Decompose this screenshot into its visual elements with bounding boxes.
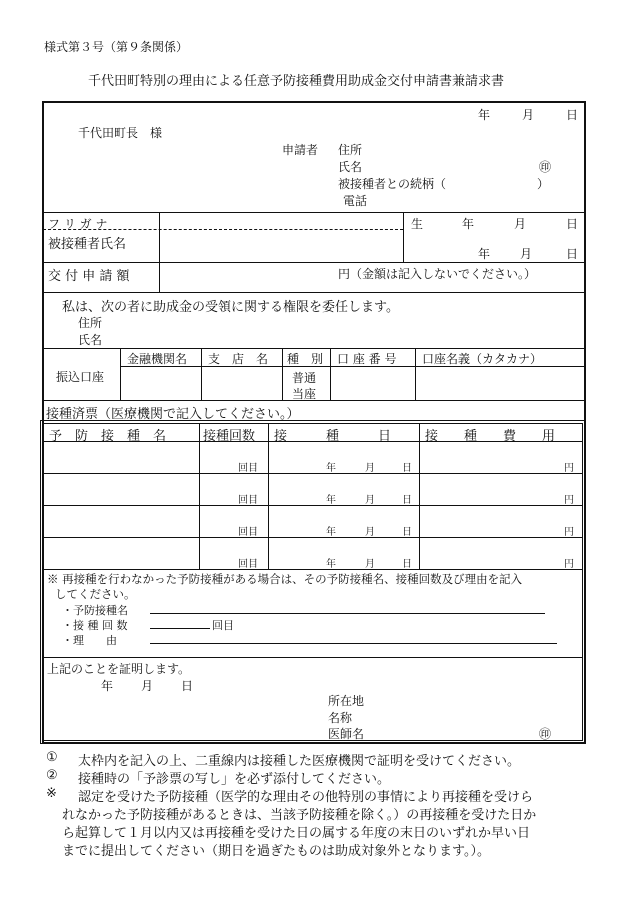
note-text-1: 太枠内を記入の上、二重線内は接種した医療機関で証明を受けてください。 [78,754,521,769]
cert-seal: ㊞ [539,727,552,741]
cert-month: 月 [141,679,154,693]
patient-name-label: 被接種者氏名 [48,237,127,252]
applicant-name-label[interactable]: 氏名 [338,160,363,174]
birth-year-2: 年 [478,247,491,261]
reinoc-reason-field[interactable] [150,643,557,644]
vac-header-name: 予 防 接 種 名 [49,429,167,444]
vac-header-date: 接 種 日 [274,429,392,444]
note-continuation-3: までに提出してください（期日を過ぎたものは助成対象外となります。）。 [62,844,490,859]
note-continuation-2: ら起算して１月以内又は再接種を受けた日の属する年度の末日のいずれか早い日 [62,826,531,841]
delegation-text: 私は、次の者に助成金の受領に関する権限を委任します。 [62,300,399,315]
reinoc-name-field[interactable] [150,613,545,614]
bank-header-account-no: 口 座 番 号 [337,352,397,366]
bank-header-institution: 金融機関名 [127,352,188,366]
addressee: 千代田町長 様 [78,126,163,140]
vac-row-year: 年 [326,559,336,570]
vac-row-count-unit: 回目 [238,559,258,570]
vac-row-month: 月 [365,559,375,570]
reinoc-name-label: ・予防接種名 [62,604,128,617]
birth-label: 生 [411,217,424,231]
vac-header-cost: 接 種 費 用 [425,429,556,444]
page-title: 千代田町特別の理由による任意予防接種費用助成金交付申請書兼請求書 [88,74,505,89]
reinoc-count-unit: 回目 [212,619,234,632]
vac-row-day: 日 [402,463,412,474]
applicant-seal: ㊞ [539,160,552,174]
applicant-label: 申請者 [282,143,319,157]
reinoc-reason-label: ・理 由 [62,634,117,647]
birth-day-2: 日 [566,247,579,261]
delegate-address-label[interactable]: 住所 [78,316,103,330]
reinoc-count-label: ・接 種 回 数 [62,619,128,632]
account-type-ordinary[interactable]: 普通 [292,371,317,385]
vac-row-month: 月 [365,463,375,474]
vac-row-yen: 円 [564,527,574,538]
certification-text: 上記のことを証明します。 [47,662,191,676]
reinoc-count-field[interactable] [150,628,210,629]
vac-header-count: 接種回数 [203,429,256,444]
bank-header-holder: 口座名義（カタカナ） [422,352,543,366]
cert-day: 日 [181,679,194,693]
bank-header-type: 種 別 [287,352,324,366]
note-continuation-1: れなかった予防接種があるときは、当該予防接種を除く。）の再接種を受けた日か [62,808,537,823]
birth-month: 月 [514,217,527,231]
vaccination-caption: 接種済票（医療機関で記入してください。） [46,407,300,422]
form-number: 様式第３号（第９条関係） [44,40,189,54]
note-mark-1: ① [46,750,58,765]
cert-doctor-label[interactable]: 医師名 [328,727,365,741]
vac-row-count-unit: 回目 [238,495,258,506]
account-type-checking[interactable]: 当座 [292,387,317,401]
note-mark-2: ② [46,768,58,783]
note-text-2: 接種時の「予診票の写し」を必ず添付してください。 [78,772,391,787]
note-mark-3: ※ [46,786,57,801]
relation-label[interactable]: 被接種者との続柄（ [338,177,447,191]
birth-year: 年 [462,217,475,231]
vac-row-day: 日 [402,559,412,570]
birth-day: 日 [566,217,579,231]
vac-row-yen: 円 [564,559,574,570]
reinoculation-note-line2: してください。 [55,587,136,601]
reinoculation-note-line1: ※ 再接種を行わなかった予防接種がある場合は、その予防接種名、接種回数及び理由を記入 [47,572,523,586]
vac-row-yen: 円 [564,495,574,506]
date-day: 日 [566,108,579,122]
vac-row-year: 年 [326,463,336,474]
vac-row-day: 日 [402,495,412,506]
vac-row-day: 日 [402,527,412,538]
vac-row-year: 年 [326,527,336,538]
cert-location-label[interactable]: 所在地 [328,694,365,708]
bank-row-label: 振込口座 [56,370,105,384]
applicant-address-label[interactable]: 住所 [338,143,363,157]
birth-month-2: 月 [520,247,533,261]
furigana-label: フ リ ガ ナ [48,217,108,231]
amount-note[interactable]: 円（金額は記入しないでください。） [338,267,537,281]
vac-row-month: 月 [365,527,375,538]
phone-label[interactable]: 電話 [343,194,368,208]
vac-row-count-unit: 回目 [238,463,258,474]
date-month: 月 [522,108,535,122]
bank-header-branch: 支 店 名 [208,352,269,366]
vac-row-count-unit: 回目 [238,527,258,538]
cert-year: 年 [101,679,114,693]
relation-close: ） [537,177,550,191]
date-year: 年 [478,108,491,122]
vac-row-yen: 円 [564,463,574,474]
cert-name-label[interactable]: 名称 [328,711,353,725]
vac-row-year: 年 [326,495,336,506]
note-text-3: 認定を受けた予防接種（医学的な理由その他特別の事情により再接種を受けら [78,790,534,805]
vac-row-month: 月 [365,495,375,506]
amount-label: 交 付 申 請 額 [48,269,130,284]
delegate-name-label[interactable]: 氏名 [78,333,103,347]
